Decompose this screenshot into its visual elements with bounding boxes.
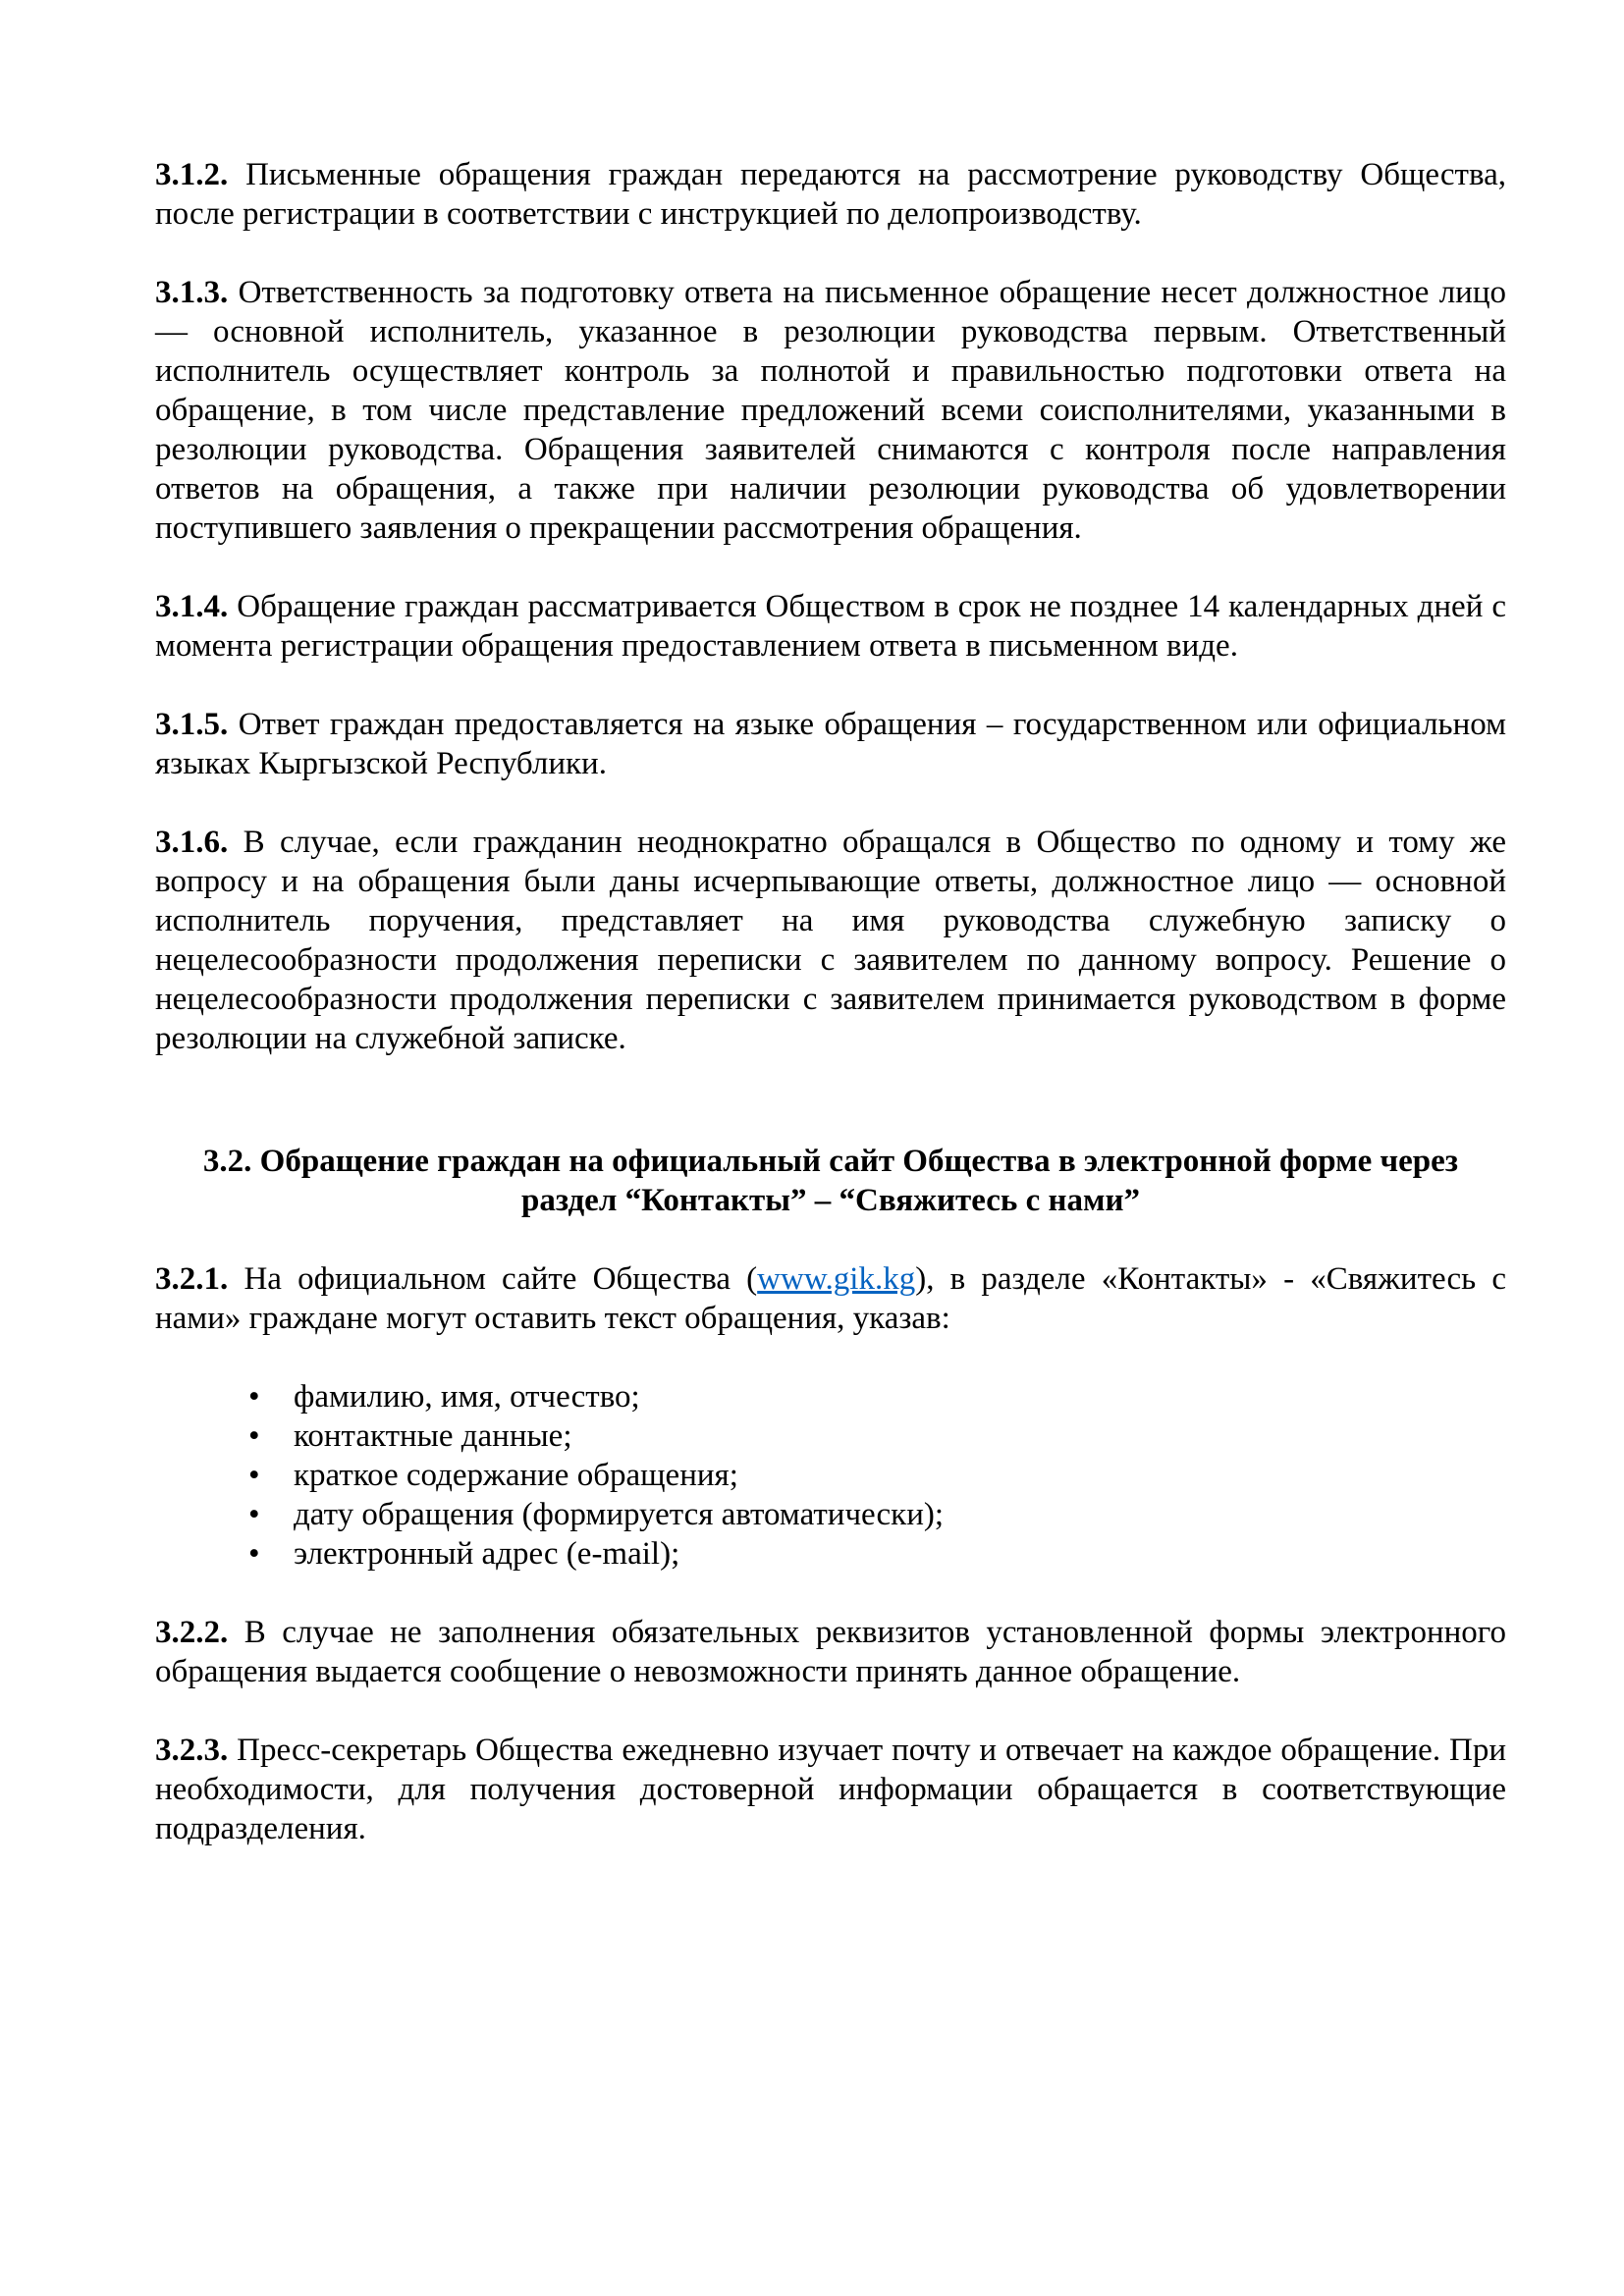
- website-link[interactable]: www.gik.kg: [757, 1261, 916, 1297]
- list-item: [248, 1534, 1506, 1574]
- clause-text: Обращение граждан рассматривается Обществом в срок не позднее 14 календарных дней с момента регистрации обращения предоставлением ответа в письменном виде.: [155, 589, 1506, 664]
- list-item: [248, 1377, 1506, 1416]
- clause-number: 3.2.3.: [155, 1733, 229, 1768]
- clause-text: Пресс-секретарь Общества ежедневно изучает почту и отвечает на каждое обращение. При необходимости, для получения достоверной информации обращается в соответствующие подразделения.: [155, 1733, 1506, 1846]
- paragraph-3-1-5: [155, 705, 1506, 783]
- bullet-icon: •: [248, 1458, 260, 1493]
- section-heading-line-2: раздел “Контакты” – “Свяжитесь с нами”: [520, 1183, 1141, 1218]
- clause-number: 3.1.2.: [155, 157, 229, 192]
- required-fields-list: [155, 1377, 1506, 1574]
- clause-text: Ответ граждан предоставляется на языке обращения – государственном или официальном языках Кыргызской Республики.: [155, 707, 1506, 781]
- paragraph-3-2-3: [155, 1731, 1506, 1848]
- clause-text: Письменные обращения граждан передаются на рассмотрение руководству Общества, после регистрации в соответствии с инструкцией по делопроизводству.: [155, 157, 1506, 232]
- clause-text: Ответственность за подготовку ответа на письменное обращение несет должностное лицо — основной исполнитель, указанное в резолюции руководства первым. Ответственный исполнитель осуществляет контроль за полнотой и правильностью подготовки ответа на обращение, в том числе представление предложений всеми соисполнителями, указанными в резолюции руководства. Обращения заявителей снимаются с контроля после направления ответов на обращения, а также при наличии резолюции руководства об удовлетворении поступившего заявления о прекращении рассмотрения обращения.: [155, 275, 1506, 546]
- section-heading-3-2: [155, 1142, 1506, 1220]
- list-item-text: контактные данные;: [294, 1418, 572, 1454]
- list-item-text: фамилию, имя, отчество;: [294, 1379, 640, 1415]
- paragraph-3-2-2: [155, 1613, 1506, 1691]
- clause-text-before-link: На официальном сайте Общества (: [244, 1261, 758, 1297]
- list-item-text: электронный адрес (e-mail);: [294, 1536, 680, 1572]
- paragraph-3-2-1: [155, 1259, 1506, 1338]
- list-item-text: краткое содержание обращения;: [294, 1458, 738, 1493]
- clause-number: 3.1.5.: [155, 707, 229, 742]
- clause-number: 3.2.2.: [155, 1615, 229, 1650]
- bullet-icon: •: [248, 1497, 260, 1532]
- bullet-icon: •: [248, 1418, 260, 1454]
- clause-text-after-link: ), в разделе «Контакты» - «Свяжитесь с нами» граждане могут оставить текст обращения, указав:: [155, 1261, 1506, 1336]
- clause-number: 3.1.6.: [155, 825, 229, 860]
- list-item: [248, 1456, 1506, 1495]
- clause-number: 3.2.1.: [155, 1261, 229, 1297]
- bullet-icon: •: [248, 1379, 260, 1415]
- clause-number: 3.1.3.: [155, 275, 229, 310]
- paragraph-3-1-2: [155, 155, 1506, 234]
- clause-text: В случае, если гражданин неоднократно обращался в Общество по одному и тому же вопросу и на обращения были даны исчерпывающие ответы, должностное лицо — основной исполнитель поручения, представляет на имя руководства служебную записку о нецелесообразности продолжения переписки с заявителем по данному вопросу. Решение о нецелесообразности продолжения переписки с заявителем принимается руководством в форме резолюции на служебной записке.: [155, 825, 1507, 1056]
- paragraph-3-1-3: [155, 273, 1506, 548]
- bullet-icon: •: [248, 1536, 260, 1572]
- clause-number: 3.1.4.: [155, 589, 229, 624]
- paragraph-3-1-4: [155, 587, 1506, 666]
- list-item: [248, 1495, 1506, 1534]
- paragraph-3-1-6: [155, 823, 1506, 1058]
- clause-text: В случае не заполнения обязательных реквизитов установленной формы электронного обращения выдается сообщение о невозможности принять данное обращение.: [155, 1615, 1506, 1689]
- section-heading-line-1: 3.2. Обращение граждан на официальный сайт Общества в электронной форме через: [202, 1144, 1459, 1179]
- list-item: [248, 1416, 1506, 1456]
- list-item-text: дату обращения (формируется автоматически);: [294, 1497, 945, 1532]
